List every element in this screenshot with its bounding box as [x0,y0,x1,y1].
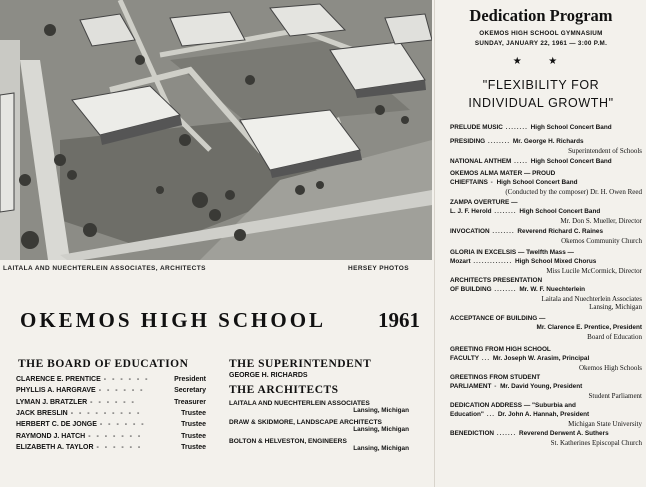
leader-dots: - - - - - - [96,443,143,451]
program-item [450,324,642,341]
leader-dots: - - - - - - - - - [70,410,142,418]
program-item-title: ARCHITECTS PRESENTATION [450,277,543,284]
program-item-performer: Mr. Joseph W. Arasim, Principal [492,355,590,362]
superintendent-heading: THE SUPERINTENDENT [229,358,372,370]
program-item-performer: Mr. Clarence E. Prentice, President [536,324,642,331]
program-item-line [450,374,642,383]
program-item [450,199,642,208]
program-item-performer: Reverend Derwent A. Suthers [519,430,609,437]
program-item-detail: Board of Education [587,332,642,341]
program-item-detail: Okemos Community Church [561,236,642,245]
program-item-detail: Michigan State University [568,419,642,428]
program-item-title: NATIONAL ANTHEM [450,158,512,165]
star-ornament: ★ ★ [512,56,570,67]
program-title: Dedication Program [469,6,613,25]
program-item-line [450,315,642,324]
program-item-detail: Miss Lucile McCormick, Director [546,266,642,275]
board-member-row [16,419,206,430]
program-item-performer: High School Concert Band [496,179,578,186]
board-member-role: President [174,376,206,384]
program-item-detail: Student Parliament [588,391,642,400]
program-item-detail: Laitala and Nuechterlein Associates [541,294,642,303]
board-member-name: HERBERT C. DE JONGE [16,421,97,429]
program-item-title: FACULTY [450,355,479,362]
program-item-line [450,430,642,439]
program-item-performer: Reverend Richard C. Raines [517,228,604,235]
program-item-title: DEDICATION ADDRESS — "Suburbia and [450,402,576,409]
board-member-role: Trustee [181,410,206,418]
year-label: 1961 [378,308,420,332]
program-item-title: PRESIDING [450,138,486,145]
program-item-detail: Okemos High Schools [579,363,642,372]
program-item [450,138,642,155]
program-item [450,286,642,303]
board-member-name: CLARENCE E. PRENTICE [16,376,101,384]
program-item-line [450,286,642,295]
architect-firm-name: BOLTON & HELVESTON, ENGINEERS [229,438,347,445]
program-item-performer: High School Concert Band [530,124,612,131]
board-heading: THE BOARD OF EDUCATION [18,358,189,370]
leader-dots: ..... [511,158,531,165]
leader-dots: ... [483,411,498,418]
board-member-role: Secretary [174,387,206,395]
program-item-line [450,277,642,286]
theme-line-2: INDIVIDUAL GROWTH" [468,96,614,110]
architect-firm-name: LAITALA AND NUECHTERLEIN ASSOCIATES [229,400,370,407]
program-item-title: GREETING FROM HIGH SCHOOL [450,346,551,353]
board-member-name: LYMAN J. BRATZLER [16,398,88,406]
program-item-line [450,158,642,167]
program-item [450,303,642,312]
program-item-title: CHIEFTAINS [450,179,488,186]
board-member-row [16,442,206,453]
architect-firm-location: Lansing, Michigan [353,407,409,414]
board-list [16,374,206,453]
program-item [450,402,642,411]
aerial-photo-image [0,0,432,260]
leader-dots: - - - - - - [103,376,150,384]
board-member-role: Trustee [181,443,206,451]
leader-dots: - - - - - - [90,398,136,406]
program-date: SUNDAY, JANUARY 22, 1961 — 3:00 P.M. [474,40,608,47]
board-member-row [16,408,206,419]
leader-dots: .............. [470,258,516,265]
program-item-line [450,170,642,179]
board-member-row [16,430,206,441]
school-title: OKEMOS HIGH SCHOOL [20,308,327,332]
program-item-line [450,346,642,355]
program-item [450,179,642,196]
program-item-title: BENEDICTION [450,430,495,437]
theme-line-1: "FLEXIBILITY FOR [482,78,600,92]
architect-firm-location: Lansing, Michigan [353,426,409,433]
program-item-title: OF BUILDING [450,286,492,293]
board-member-row [16,374,206,385]
program-venue: OKEMOS HIGH SCHOOL GYMNASIUM [479,30,603,37]
program-item-line [450,324,642,333]
program-item [450,124,642,133]
leader-dots: - - - - - - [99,421,146,429]
program-item [450,208,642,225]
program-item [450,158,642,167]
program-item-detail: Mr. Don S. Mueller, Director [560,216,642,225]
program-item [450,228,642,245]
program-item [450,411,642,428]
leader-dots: ........ [491,286,520,293]
program-item-detail: (Conducted by the composer) Dr. H. Owen Reed [505,187,642,196]
program-item [450,315,642,324]
program-item-line [450,258,642,267]
program-item [450,170,642,179]
program-item-line [450,411,642,420]
program-item-performer: Mr. David Young, President [500,383,583,390]
program-item-performer: High School Concert Band [519,208,601,215]
program-item-detail: St. Katherines Episcopal Church [550,438,642,447]
board-member-role: Trustee [181,421,206,429]
program-item-performer: Mr. George H. Richards [512,138,584,145]
program-item-title: L. J. F. Herold [450,208,492,215]
program-item-title: GLORIA IN EXCELSIS — Twelfth Mass — [450,249,574,256]
program-item-line [450,383,642,392]
program-item-title: INVOCATION [450,228,490,235]
architects-heading: THE ARCHITECTS [229,384,339,396]
board-member-role: Treasurer [174,398,206,406]
aerial-photo [0,0,432,260]
program-item-line [450,249,642,258]
board-member-name: RAYMOND J. HATCH [16,432,86,440]
program-item-line [450,199,642,208]
program-item-title: PRELUDE MUSIC [450,124,503,131]
program-item-title: Education" [450,411,484,418]
leader-dots: ........ [502,124,531,131]
program-item-line [450,124,642,133]
board-member-name: ELIZABETH A. TAYLOR [16,443,94,451]
program-item [450,258,642,275]
architect-firm [229,400,419,414]
program-item-line [450,355,642,364]
program-item-detail: Lansing, Michigan [589,303,642,311]
program-item [450,430,642,447]
leader-dots: ........ [489,228,518,235]
program-item-detail: Superintendent of Schools [568,146,642,155]
page-fold [434,0,435,487]
program-item-title: PARLIAMENT [450,383,492,390]
leader-dots: ........ [491,208,520,215]
leader-dots: - - - - - - [98,387,145,395]
photo-credit: HERSEY PHOTOS [348,265,409,272]
architect-credit: LAITALA AND NUECHTERLEIN ASSOCIATES, ARCHITECTS [3,265,206,272]
leader-dots: - [487,179,497,186]
superintendent-name: GEORGE H. RICHARDS [229,372,308,379]
program-item-performer: Mr. W. F. Nuechterlein [519,286,586,293]
leader-dots: - - - - - - - [88,432,143,440]
program-item-title: Mozart [450,258,471,265]
program-item [450,374,642,383]
program-item-line [450,208,642,217]
program-item-line [450,402,642,411]
leader-dots: ....... [494,430,520,437]
program-item [450,346,642,355]
program-item-title: OKEMOS ALMA MATER — PROUD [450,170,556,177]
program-item-title: GREETINGS FROM STUDENT [450,374,541,381]
program-item-performer: High School Mixed Chorus [515,258,597,265]
program-item-performer: High School Concert Band [530,158,612,165]
leader-dots: - [491,383,501,390]
program-item [450,355,642,372]
program-item-line [450,228,642,237]
leader-dots: ........ [485,138,513,145]
board-member-name: PHYLLIS A. HARGRAVE [16,387,96,395]
architect-firm-location: Lansing, Michigan [353,445,409,452]
program-item [450,277,642,286]
board-member-role: Trustee [181,432,206,440]
board-member-row [16,385,206,396]
program-item-performer: Dr. John A. Hannah, President [497,411,590,418]
program-item [450,249,642,258]
program-item-title: ACCEPTANCE OF BUILDING — [450,315,546,322]
program-item-title: ZAMPA OVERTURE — [450,199,518,206]
architect-firm [229,438,419,452]
board-member-row [16,397,206,408]
board-member-name: JACK BRESLIN [16,410,68,418]
leader-dots: ... [479,355,493,362]
program-item-line [450,179,642,188]
architect-firm [229,419,419,433]
program-item [450,383,642,400]
architect-firm-name: DRAW & SKIDMORE, LANDSCAPE ARCHITECTS [229,419,382,426]
program-item-line [450,138,642,147]
